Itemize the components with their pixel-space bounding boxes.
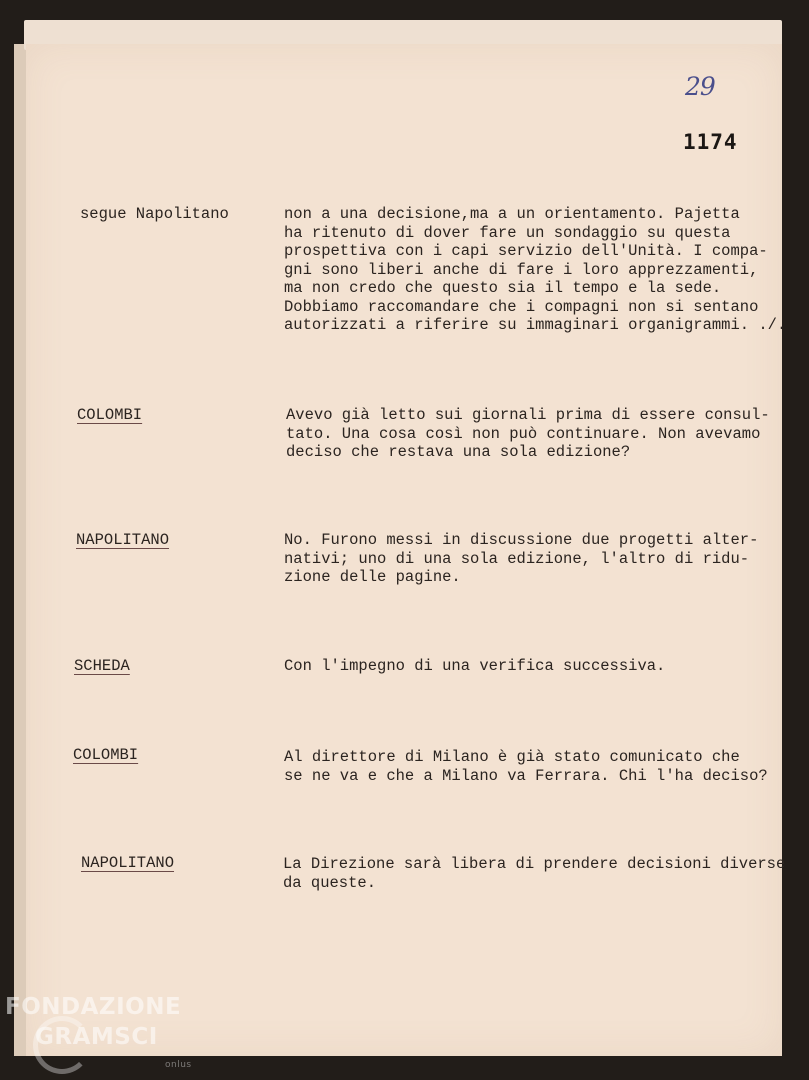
speech-text: La Direzione sarà libera di prendere decisioni diverse da queste. (283, 855, 786, 892)
page-edge (14, 44, 26, 1056)
handwritten-page-number: 29 (685, 72, 715, 101)
speaker-label: NAPOLITANO (81, 854, 175, 872)
speaker-label: COLOMBI (73, 746, 139, 764)
speaker-label: COLOMBI (77, 406, 143, 424)
speaker-label: segue Napolitano (80, 205, 229, 223)
watermark-line2: GRAMSCI (35, 1024, 158, 1050)
watermark-line3: onlus (165, 1060, 192, 1070)
watermark-line1: FONDAZIONE (5, 994, 182, 1020)
speech-text: Avevo già letto sui giornali prima di essere consul- tato. Una cosa così non può continuare. Non avevamo deciso che restava una sola edizione? (286, 406, 770, 461)
speech-text: Al direttore di Milano è già stato comunicato che se ne va e che a Milano va Ferrara. Chi l'ha deciso? (284, 748, 768, 785)
speaker-label: NAPOLITANO (76, 531, 170, 549)
speech-text: No. Furono messi in discussione due progetti alter- nativi; uno di una sola edizione, l'altro di ridu- zione delle pagine. (284, 531, 759, 586)
watermark-logo-icon (33, 1016, 91, 1074)
fondazione-gramsci-watermark (5, 992, 192, 1070)
speaker-label: SCHEDA (74, 657, 130, 675)
speech-text: Con l'impegno di una verifica successiva. (284, 657, 666, 675)
speech-text: non a una decisione,ma a un orientamento. Pajetta ha ritenuto di dover fare un sondaggio su questa prospettiva con i capi servizio dell'Unità. I compa- gni sono liberi anche di fare i loro apprezzamenti, ma non credo che questo sia il tempo e la sede. Dobbiamo raccomandare che i compagni non si sentano autorizzati a riferire su immaginari organigrammi. ./. (284, 205, 787, 334)
stamped-page-number: 1174 (683, 130, 738, 154)
